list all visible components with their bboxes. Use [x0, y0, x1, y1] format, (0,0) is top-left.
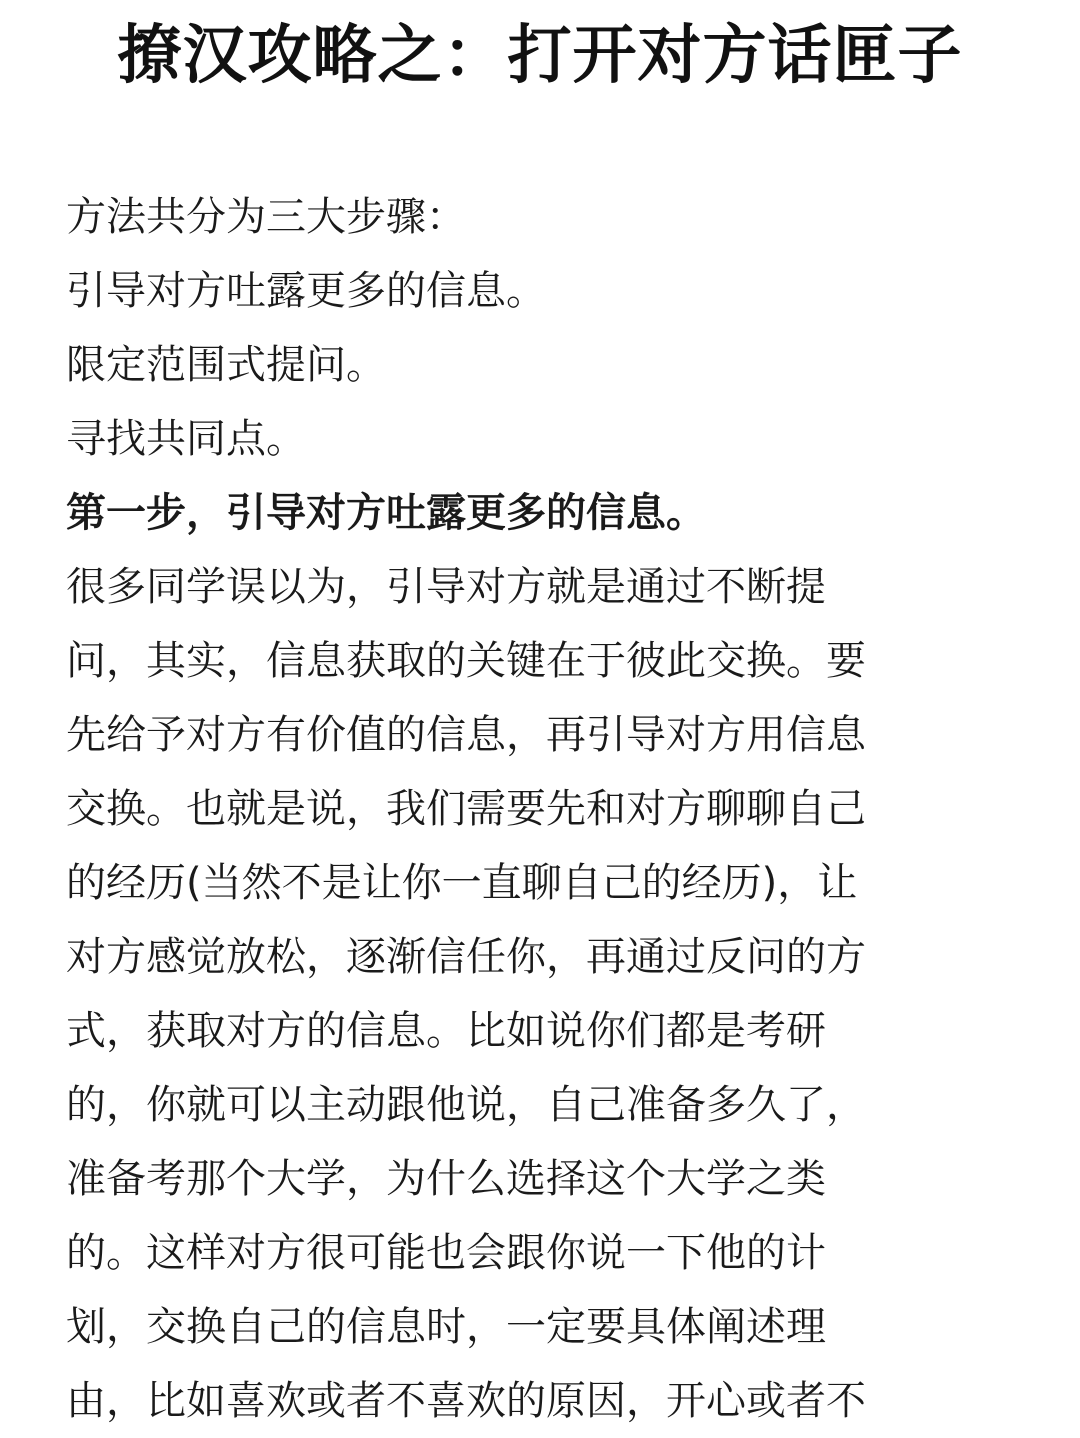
body-line: 交换。也就是说，我们需要先和对方聊聊自己: [66, 786, 866, 832]
body-line: 先给予对方有价值的信息，再引导对方用信息: [66, 712, 866, 758]
intro-line: 限定范围式提问。: [66, 342, 386, 388]
body-line: 的。这样对方很可能也会跟你说一下他的计: [66, 1230, 826, 1276]
body-line: 由，比如喜欢或者不喜欢的原因，开心或者不: [66, 1378, 866, 1424]
page-title: 撩汉攻略之：打开对方话匣子: [117, 19, 963, 93]
body-line: 很多同学误以为，引导对方就是通过不断提: [66, 564, 826, 610]
body-line: 准备考那个大学，为什么选择这个大学之类: [66, 1156, 826, 1202]
intro-line: 方法共分为三大步骤：: [66, 194, 466, 240]
body-line: 划，交换自己的信息时，一定要具体阐述理: [66, 1304, 826, 1350]
body-line: 问，其实，信息获取的关键在于彼此交换。要: [66, 638, 866, 684]
body-line: 的，你就可以主动跟他说，自己准备多久了，: [66, 1082, 866, 1128]
step1-heading: 第一步，引导对方吐露更多的信息。: [66, 490, 706, 536]
article-body: [66, 180, 1006, 1438]
body-line: 的经历(当然不是让你一直聊自己的经历)，让: [66, 860, 858, 906]
intro-line: 引导对方吐露更多的信息。: [66, 268, 546, 314]
body-line: 对方感觉放松，逐渐信任你，再通过反问的方: [66, 934, 866, 980]
intro-line: 寻找共同点。: [66, 416, 306, 462]
body-line: 式，获取对方的信息。比如说你们都是考研: [66, 1008, 826, 1054]
